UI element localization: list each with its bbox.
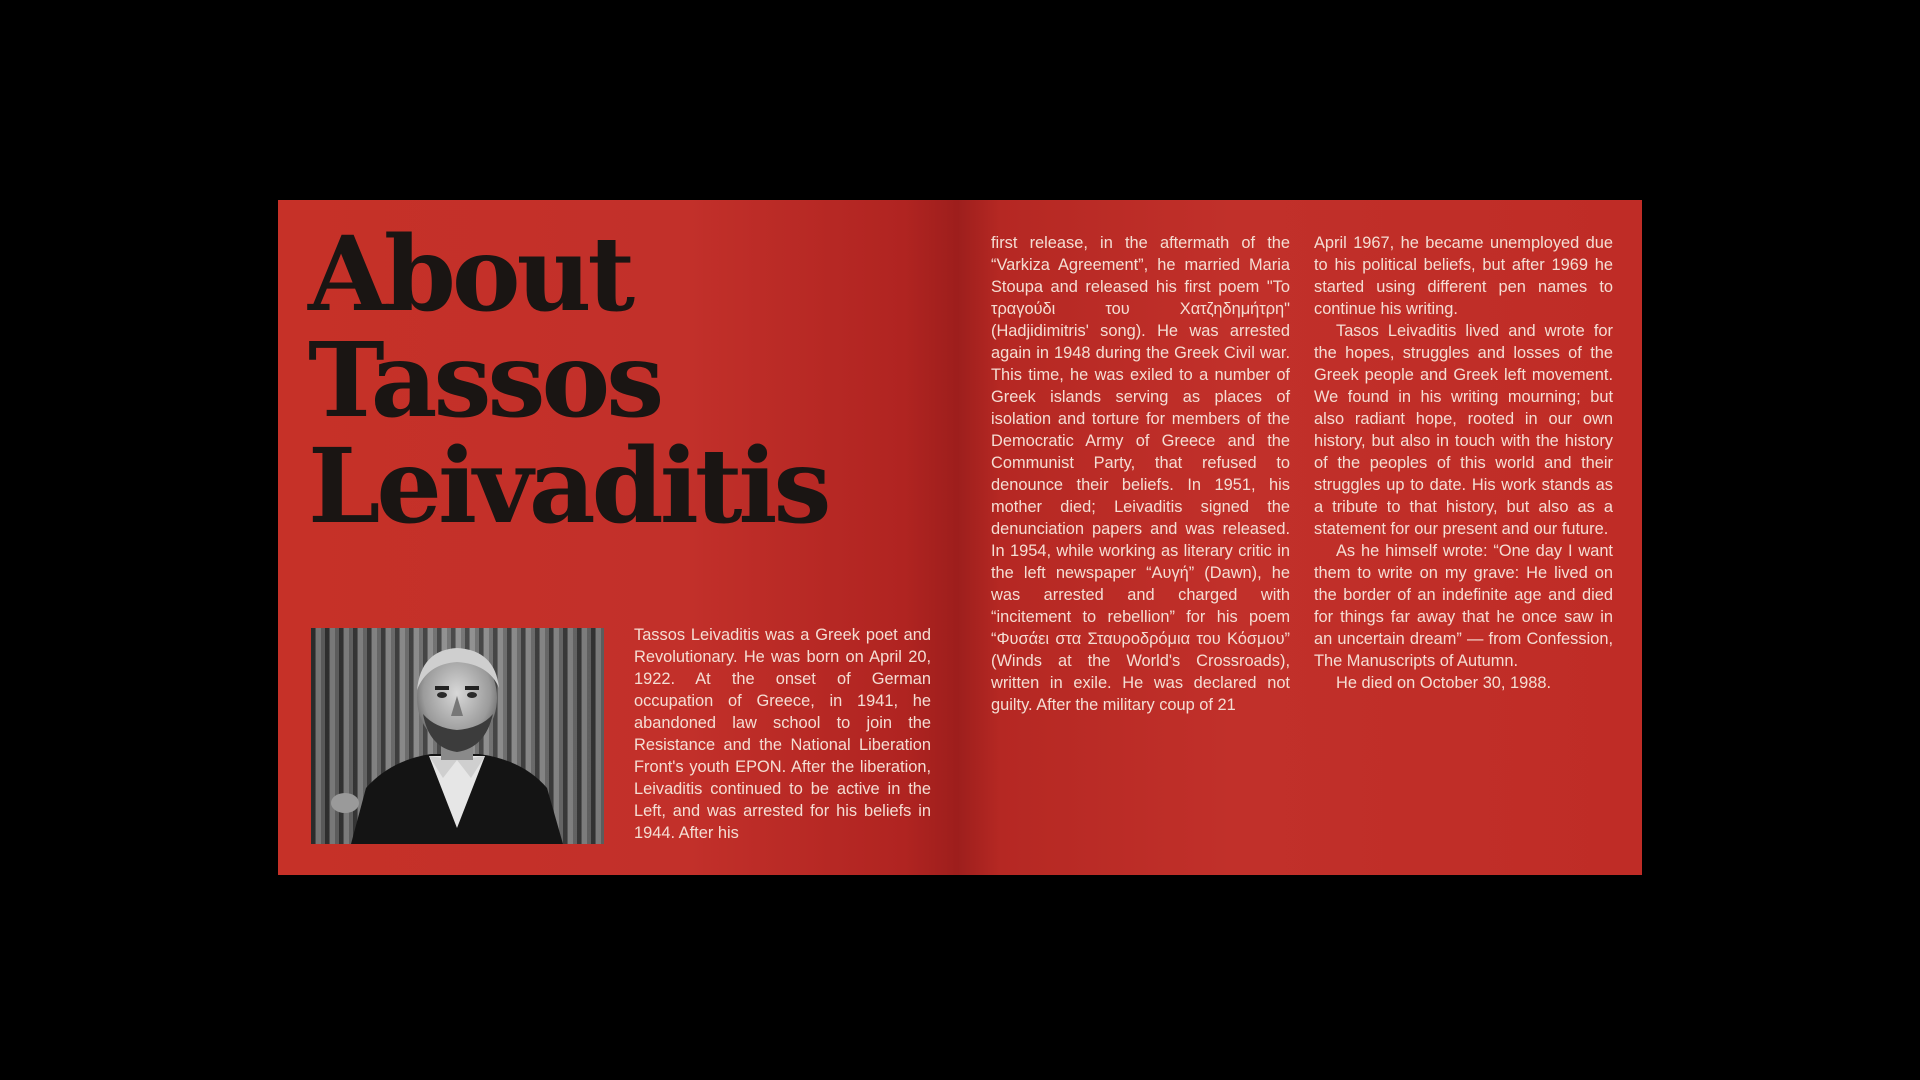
left-page — [278, 200, 959, 875]
portrait-photo — [311, 628, 604, 844]
paragraph-quote: As he himself wrote: “One day I want them to write on my grave: He lived on the border of an indefinite age and died for things far away that he once saw in an uncertain dream” — from Confession, The Manuscripts of Autumn. — [1314, 542, 1613, 670]
paragraph-continuation: April 1967, he became unemployed due to his political beliefs, but after 1969 he started using different pen names to continue his writing. — [1314, 234, 1613, 318]
intro-column: Tassos Leivaditis was a Greek poet and Revolutionary. He was born on April 20, 1922. At the onset of German occupation of Greece, in 1941, he abandoned law school to join the Resistance and the National Liberation Front's youth EPON. After the liberation, Leivaditis continued to be active in the Left, and was arrested for his beliefs in 1944. After his — [634, 626, 931, 842]
booklet-spread — [278, 200, 1642, 875]
biography-column-1: first release, in the aftermath of the “Varkiza Agreement”, he married Maria Stoupa and released his first poem "Το τραγούδι του Χατζηδημήτρη" (Hadjidimitris' song). He was arrested again in 1948 during the Greek Civil war. This time, he was exiled to a number of Greek islands serving as places of isolation and torture for members of the Democratic Army of Greece and the Communist Party, that refused to denounce their beliefs. In 1951, his mother died; Leivaditis signed the denunciation papers and was released. In 1954, while working as literary critic in the left newspaper “Αυγή” (Dawn), he was arrested and charged with “incitement to rebellion” for his poem “Φυσάει στα Σταυροδρόμια του Κόσμου” (Winds at the World's Crossroads), written in exile. He was declared not guilty. After the military coup of 21 — [991, 234, 1290, 714]
title-line-3: Leivaditis — [308, 426, 828, 547]
page-title — [308, 214, 828, 547]
right-page — [959, 200, 1642, 875]
paragraph-legacy: Tasos Leivaditis lived and wrote for the hopes, struggles and losses of the Greek people and Greek left movement. We found in his writing mourning; but also radiant hope, rooted in our own history, but also in touch with the history of the peoples of this world and their struggles up to date. His work stands as a tribute to that history, but also as a statement for our present and our future. — [1314, 322, 1613, 538]
paragraph-death: He died on October 30, 1988. — [1336, 674, 1552, 692]
title-line-2: Tassos — [308, 320, 661, 441]
biography-column-2 — [1314, 232, 1613, 694]
title-line-1: About — [308, 214, 632, 335]
